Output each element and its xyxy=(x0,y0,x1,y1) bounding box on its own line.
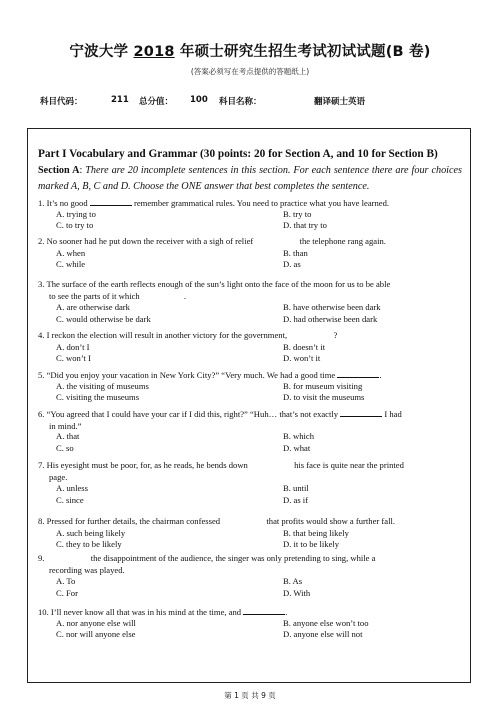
question-stem: 6. “You agreed that I could have your car if I did this, right?” “Huh… that’s not exactly xyxy=(38,409,341,419)
option-c: C. since xyxy=(56,494,84,505)
subject-code-label: 科目代码： xyxy=(40,97,83,107)
option-c: C. won’t I xyxy=(56,353,91,364)
question-stem: 8. Pressed for further details, the chairman confessed xyxy=(38,516,223,526)
option-c: C. nor will anyone else xyxy=(56,629,136,640)
option-d: D. that try to xyxy=(283,220,327,231)
option-a: A. trying to xyxy=(56,208,96,219)
question-stem: 3. The surface of the earth reflects enough of the sun’s light onto the face of the moon for us to be able xyxy=(38,279,391,289)
option-c: C. to try to xyxy=(56,220,94,231)
section-instructions: Section A: There are 20 incomplete sentences in this section. For each sentence there are four choices marked A, B, C and D. Choose the ONE answer that best completes the sentence. xyxy=(38,165,462,192)
option-a: A. that xyxy=(56,431,80,442)
option-d: D. won’t it xyxy=(283,353,321,364)
option-d: D. to visit the museums xyxy=(283,392,365,403)
option-a: A. such being likely xyxy=(56,527,126,538)
option-c: C. would otherwise be dark xyxy=(56,313,151,324)
option-b: B. for museum visiting xyxy=(283,380,363,391)
option-c: C. so xyxy=(56,442,74,453)
instructions-text: There are 20 incomplete sentences in this section. For each sentence there are four choices marked A, B, C and D. Choose the ONE answer that best completes the sentence. xyxy=(38,165,462,192)
option-a: A. unless xyxy=(56,483,88,494)
exam-title: 宁波大学 2018 年硕士研究生招生考试初试试题(B 卷) xyxy=(69,44,431,60)
option-d: D. as if xyxy=(283,494,309,505)
answer-note: (答案必须写在考点提供的答题纸上) xyxy=(190,67,310,76)
subject-name: 翻译硕士英语 xyxy=(314,97,366,107)
question-2 xyxy=(38,236,462,248)
answer-blank xyxy=(90,197,132,206)
option-a: A. don’t I xyxy=(56,341,90,352)
question-stem: 1. It’s no good xyxy=(38,198,90,208)
subject-code: 211 xyxy=(111,95,129,105)
question-stem-rest: I had xyxy=(382,409,402,419)
option-c: C. visiting the museums xyxy=(56,392,140,403)
option-b: B. try to xyxy=(283,208,312,219)
question-stem: 5. “Did you enjoy your vacation in New York City?” “Very much. We had a good time xyxy=(38,370,338,380)
question-stem-rest: the disappointment of the audience, the singer was only pretending to sing, while a xyxy=(88,553,376,563)
option-b: B. anyone else won’t too xyxy=(283,617,369,628)
question-3 xyxy=(38,279,462,302)
question-6 xyxy=(38,408,462,432)
page-number: 第 1 页 共 9 页 xyxy=(224,691,276,700)
total-score: 100 xyxy=(190,95,208,105)
option-d: D. it to be likely xyxy=(283,539,340,550)
option-d: D. With xyxy=(283,587,311,598)
option-b: B. doesn’t it xyxy=(283,341,326,352)
question-stem: 9. xyxy=(38,553,47,563)
option-a: A. the visiting of museums xyxy=(56,380,149,391)
question-8 xyxy=(38,516,462,528)
option-b: B. which xyxy=(283,431,315,442)
part-title: Part I Vocabulary and Grammar (30 points: 20 for Section A, and 10 for Section B) xyxy=(38,148,438,160)
question-continuation: recording was played. xyxy=(49,564,125,575)
option-a: A. when xyxy=(56,247,86,258)
question-stem-rest: . xyxy=(285,607,288,617)
section-label: Section A xyxy=(38,165,80,176)
option-d: D. what xyxy=(283,442,311,453)
option-b: B. have otherwise been dark xyxy=(283,302,381,313)
question-stem-rest: that profits would show a further fall. xyxy=(264,516,396,526)
question-4 xyxy=(38,330,462,342)
answer-blank xyxy=(340,408,382,417)
exam-year: 2018 xyxy=(133,44,175,60)
option-d: D. as xyxy=(283,259,301,270)
question-stem: 10. I’ll never know all that was in his mind at the time, and xyxy=(38,607,244,617)
question-stem-rest: remember grammatical rules. You need to practice what you have learned. xyxy=(131,198,390,208)
option-a: A. nor anyone else will xyxy=(56,617,136,628)
subject-name-label: 科目名称： xyxy=(219,97,262,107)
option-d: D. anyone else will not xyxy=(283,629,363,640)
question-continuation: to see the parts of it which . xyxy=(49,290,186,301)
option-d: D. had otherwise been dark xyxy=(283,313,378,324)
question-9 xyxy=(38,553,462,576)
question-continuation: page. xyxy=(49,471,68,482)
question-1 xyxy=(38,197,462,210)
question-stem-rest: the telephone rang again. xyxy=(297,236,386,246)
question-stem: 7. His eyesight must be poor, for, as he reads, he bends down xyxy=(38,460,250,470)
answer-blank xyxy=(243,606,288,617)
question-stem-rest: his face is quite near the printed xyxy=(291,460,404,470)
option-b: B. until xyxy=(283,483,309,494)
question-stem-rest: . xyxy=(379,370,382,380)
question-stem-rest: ? xyxy=(331,330,338,340)
option-c: C. while xyxy=(56,259,86,270)
question-7 xyxy=(38,460,462,483)
option-b: B. As xyxy=(283,576,303,587)
question-stem: 2. No sooner had he put down the receiver with a sigh of relief xyxy=(38,236,256,246)
option-c: C. For xyxy=(56,587,78,598)
option-a: A. To xyxy=(56,576,76,587)
option-c: C. they to be likely xyxy=(56,539,122,550)
question-continuation: in mind.” xyxy=(49,420,82,431)
option-b: B. than xyxy=(283,247,308,258)
option-b: B. that being likely xyxy=(283,527,349,538)
answer-blank xyxy=(337,369,382,380)
question-stem: 4. I reckon the election will result in another victory for the government, xyxy=(38,330,290,340)
total-label: 总分值： xyxy=(139,97,174,107)
option-a: A. are otherwise dark xyxy=(56,302,130,313)
